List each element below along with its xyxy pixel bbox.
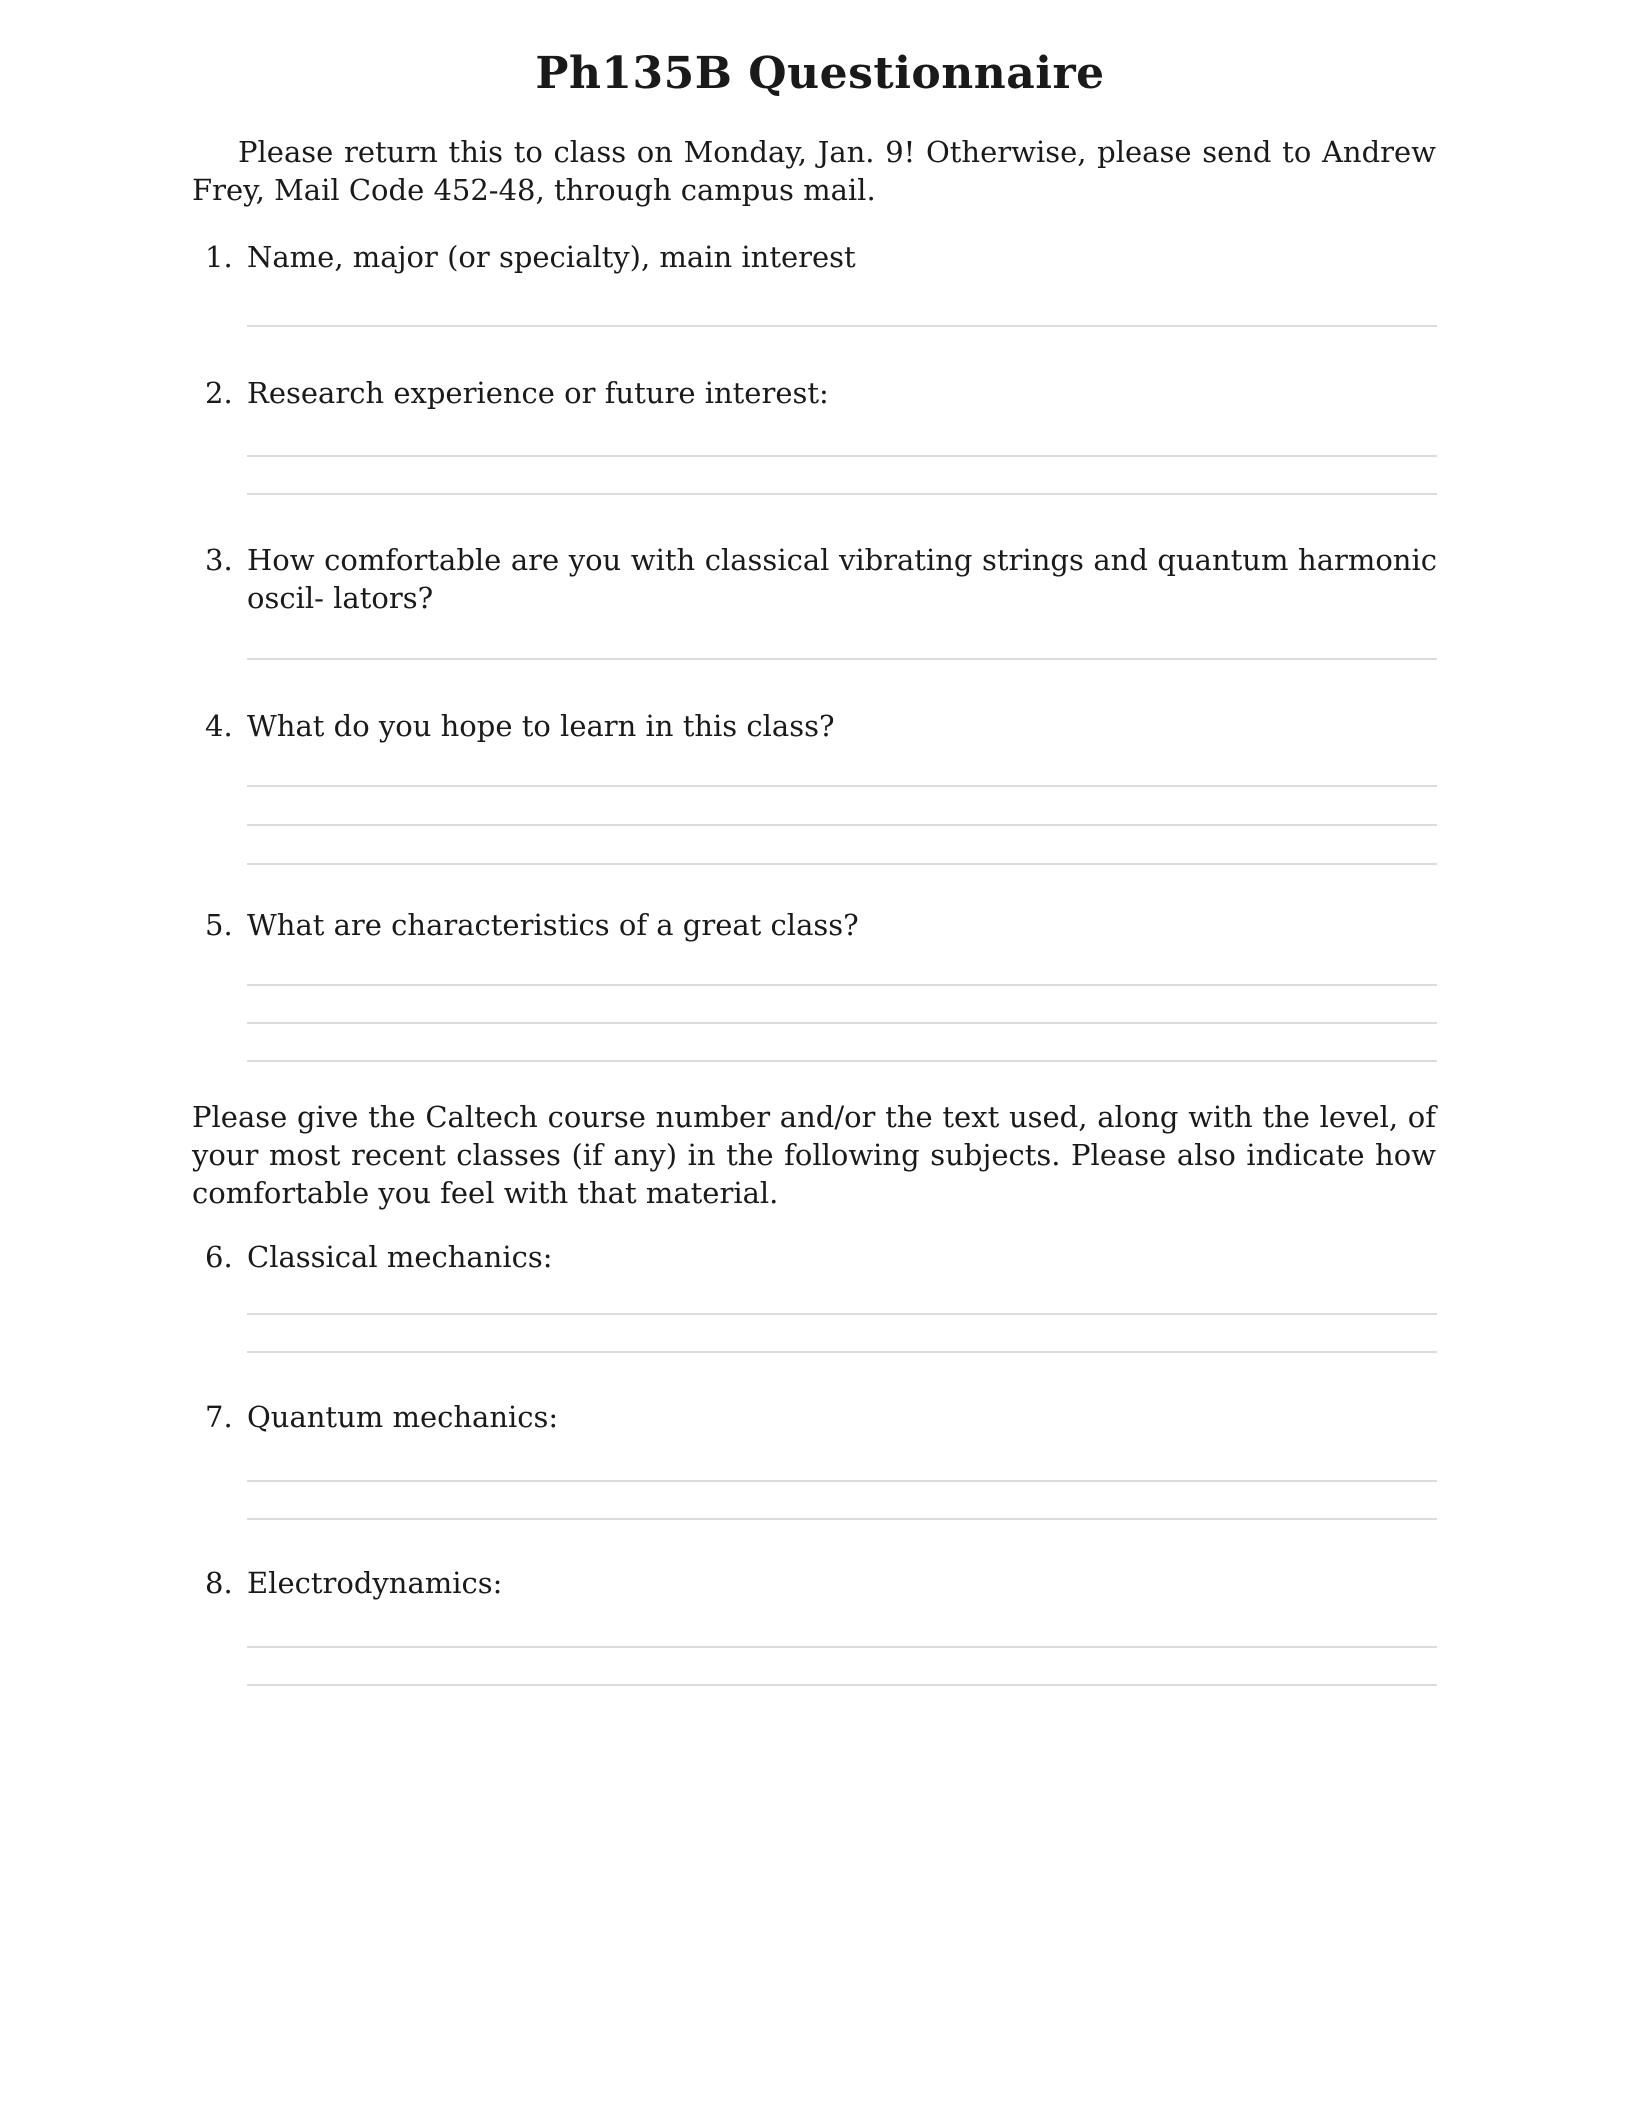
- answer-line[interactable]: [247, 1351, 1437, 1353]
- answer-line[interactable]: [247, 1480, 1437, 1482]
- answer-line[interactable]: [247, 785, 1437, 787]
- question-number: 3.: [205, 543, 233, 577]
- question-2: [205, 374, 1437, 412]
- question-number: 4.: [205, 709, 233, 743]
- intro-paragraph: [192, 133, 1436, 209]
- question-7: [205, 1398, 1437, 1436]
- question-6: [205, 1238, 1437, 1276]
- answer-line[interactable]: [247, 1060, 1437, 1062]
- question-text: How comfortable are you with classical vibrating strings and quantum harmonic oscil- lators?: [247, 543, 1437, 615]
- question-text: What do you hope to learn in this class?: [247, 709, 835, 743]
- answer-line[interactable]: [247, 863, 1437, 865]
- question-3: [205, 541, 1437, 617]
- question-text: Classical mechanics:: [247, 1240, 553, 1274]
- question-number: 6.: [205, 1240, 233, 1274]
- answer-line[interactable]: [247, 1022, 1437, 1024]
- answer-line[interactable]: [247, 455, 1437, 457]
- question-number: 5.: [205, 908, 233, 942]
- question-number: 2.: [205, 376, 233, 410]
- question-text: Name, major (or specialty), main interest: [247, 240, 856, 274]
- question-4: [205, 707, 1437, 745]
- question-8: [205, 1564, 1437, 1602]
- answer-line[interactable]: [247, 658, 1437, 660]
- question-number: 8.: [205, 1566, 233, 1600]
- question-text: What are characteristics of a great class?: [247, 908, 859, 942]
- answer-line[interactable]: [247, 1684, 1437, 1686]
- question-1: [205, 238, 1437, 276]
- page-title: Ph135B Questionnaire: [535, 48, 1105, 99]
- question-5: [205, 906, 1437, 944]
- answer-line[interactable]: [247, 1646, 1437, 1648]
- answer-line[interactable]: [247, 984, 1437, 986]
- intro-text: Please return this to class on Monday, Jan. 9! Otherwise, please send to Andrew Frey, Mail Code 452-48, through campus mail.: [192, 135, 1436, 207]
- subjects-paragraph: Please give the Caltech course number and/or the text used, along with the level, of your most recent classes (if any) in the following subjects. Please also indicate how comfortable you feel with that material.: [192, 1100, 1436, 1210]
- question-text: Quantum mechanics:: [247, 1400, 559, 1434]
- question-number: 1.: [205, 240, 233, 274]
- question-text: Research experience or future interest:: [247, 376, 829, 410]
- question-text: Electrodynamics:: [247, 1566, 503, 1600]
- answer-line[interactable]: [247, 493, 1437, 495]
- answer-line[interactable]: [247, 325, 1437, 327]
- answer-line[interactable]: [247, 1313, 1437, 1315]
- answer-line[interactable]: [247, 824, 1437, 826]
- question-number: 7.: [205, 1400, 233, 1434]
- answer-line[interactable]: [247, 1518, 1437, 1520]
